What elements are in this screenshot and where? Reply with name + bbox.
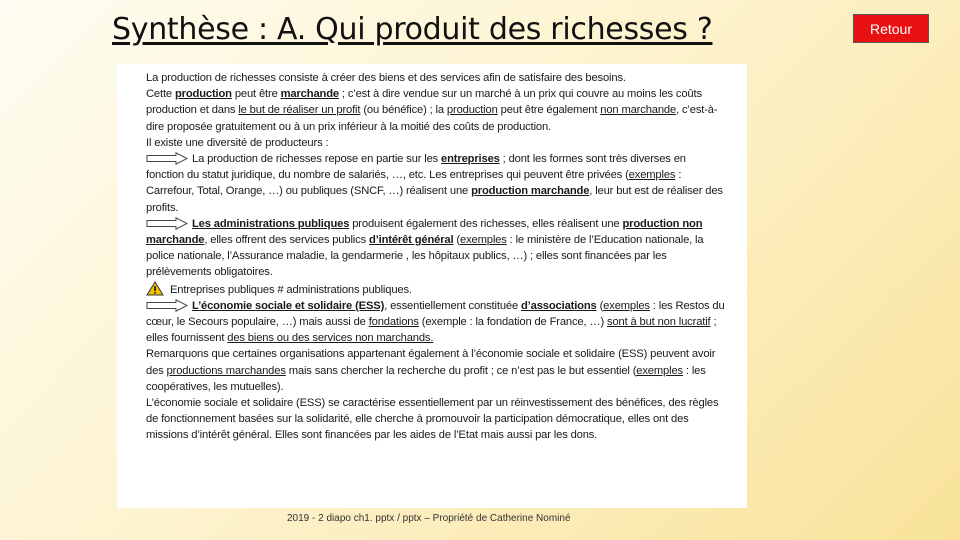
retour-button[interactable]: Retour [853,14,929,43]
text: ( [596,299,604,312]
warning-icon [146,281,164,296]
term-but-non-lucratif: sont à but non lucratif [607,316,711,329]
term-but-profit: le but de réaliser un profit [238,104,361,117]
arrow-right-icon [146,152,188,165]
synthesis-text [146,70,726,444]
intro-paragraph [146,86,726,135]
term-entreprises: entreprises [441,153,500,166]
text: , essentiellement constituée [384,299,521,312]
warning-line [146,281,726,298]
text: , leur but est de réaliser des profits. [146,185,723,214]
term-non-marchande: non marchande [600,104,677,117]
term-fondations: fondations [368,316,419,329]
text: ( [453,234,461,247]
term-exemples: exemples [636,364,683,377]
term-production-2: production [446,104,498,117]
text: peut être [231,88,281,101]
text: : les Restos du cœur, le Secours populaire, …) mais aussi de [146,299,725,329]
term-ess: L’économie sociale et solidaire (ESS) [192,299,385,312]
warning-text: Entreprises publiques # administrations publiques. [170,283,412,296]
text: La production de richesses repose en partie sur les [192,153,442,166]
paragraph-entreprises [146,151,726,216]
content-panel [117,64,747,508]
text: Cette [146,88,175,101]
text: (exemple : la fondation de France, …) [418,316,607,329]
text: ; elles fournissent [146,316,717,345]
term-production-marchande: production marchande [471,185,590,198]
term-administrations-publiques: Les administrations publiques [192,217,350,230]
term-production: production [174,88,232,101]
slide-title: Synthèse : A. Qui produit des richesses ? [112,12,713,47]
paragraph-ess-caracteristiques: L’économie sociale et solidaire (ESS) se caractérise essentiellement par un réinvestissement des bénéfices, des règles de fonctionnement basées sur la solidarité, elle cherche à promouvoir la participation démocratique, elles ont des missions d’intérêt général. Elles sont financées par les aides de l’Etat mais aussi par les dons. [146,397,719,442]
term-production-non-marchande: production non marchande [146,217,703,247]
paragraph-administrations [146,216,726,281]
text: mais sans chercher la recherche du profit ; ce n’est pas le but essentiel ( [285,364,637,377]
text: , elles offrent des services publics [204,234,369,247]
term-marchande: marchande [280,88,339,101]
text: ; dont les formes sont très diverses en fonction du statut juridique, du nombre de salariés, …, etc. Les entreprises qui peuvent être privées ( [146,153,686,182]
paragraph-ess [146,298,726,347]
text: , c’est-à-dire proposée gratuitement ou à un prix inférieur à la moitié des coûts de production. [146,104,718,133]
text: (ou bénéfice) ; la [360,104,447,117]
text: : les coopératives, les mutuelles). [146,364,706,393]
arrow-right-icon [146,299,188,312]
term-productions-marchandes: productions marchandes [166,364,286,377]
text: : Carrefour, Total, Orange, …) ou publiques (SNCF, …) réalisent une [146,169,682,198]
term-biens-services: des biens ou des services non marchands. [227,332,434,345]
paragraph-remarque [146,346,726,395]
intro-line-1: La production de richesses consiste à créer des biens et des services afin de satisfaire des besoins. [146,72,626,84]
slide-footer: 2019 - 2 diapo ch1. pptx / pptx – Propriété de Catherine Nominé [287,513,571,524]
text: peut être également [497,104,601,117]
text: produisent également des richesses, elles réalisent une [349,217,623,230]
text: : le ministère de l’Education nationale, la police nationale, l’Assurance maladie, la gendarmerie , les hôpitaux publics, …) ; elles sont financées par les prélèvements obligatoires. [146,234,704,279]
text: ; c’est à dire vendue sur un marché à un prix qui couvre au moins les coûts production et dans [146,88,702,117]
arrow-right-icon [146,217,188,230]
intro-line-3: Il existe une diversité de producteurs : [146,136,329,149]
term-exemples: exemples [603,299,650,312]
text: Remarquons que certaines organisations appartenant également à l’économie sociale et solidaire (ESS) peuvent avoir des [146,348,716,377]
term-interet-general: d’intérêt général [368,234,454,247]
term-exemples: exemples [628,169,676,182]
term-exemples: exemples [460,234,507,247]
term-associations: d’associations [521,299,597,312]
